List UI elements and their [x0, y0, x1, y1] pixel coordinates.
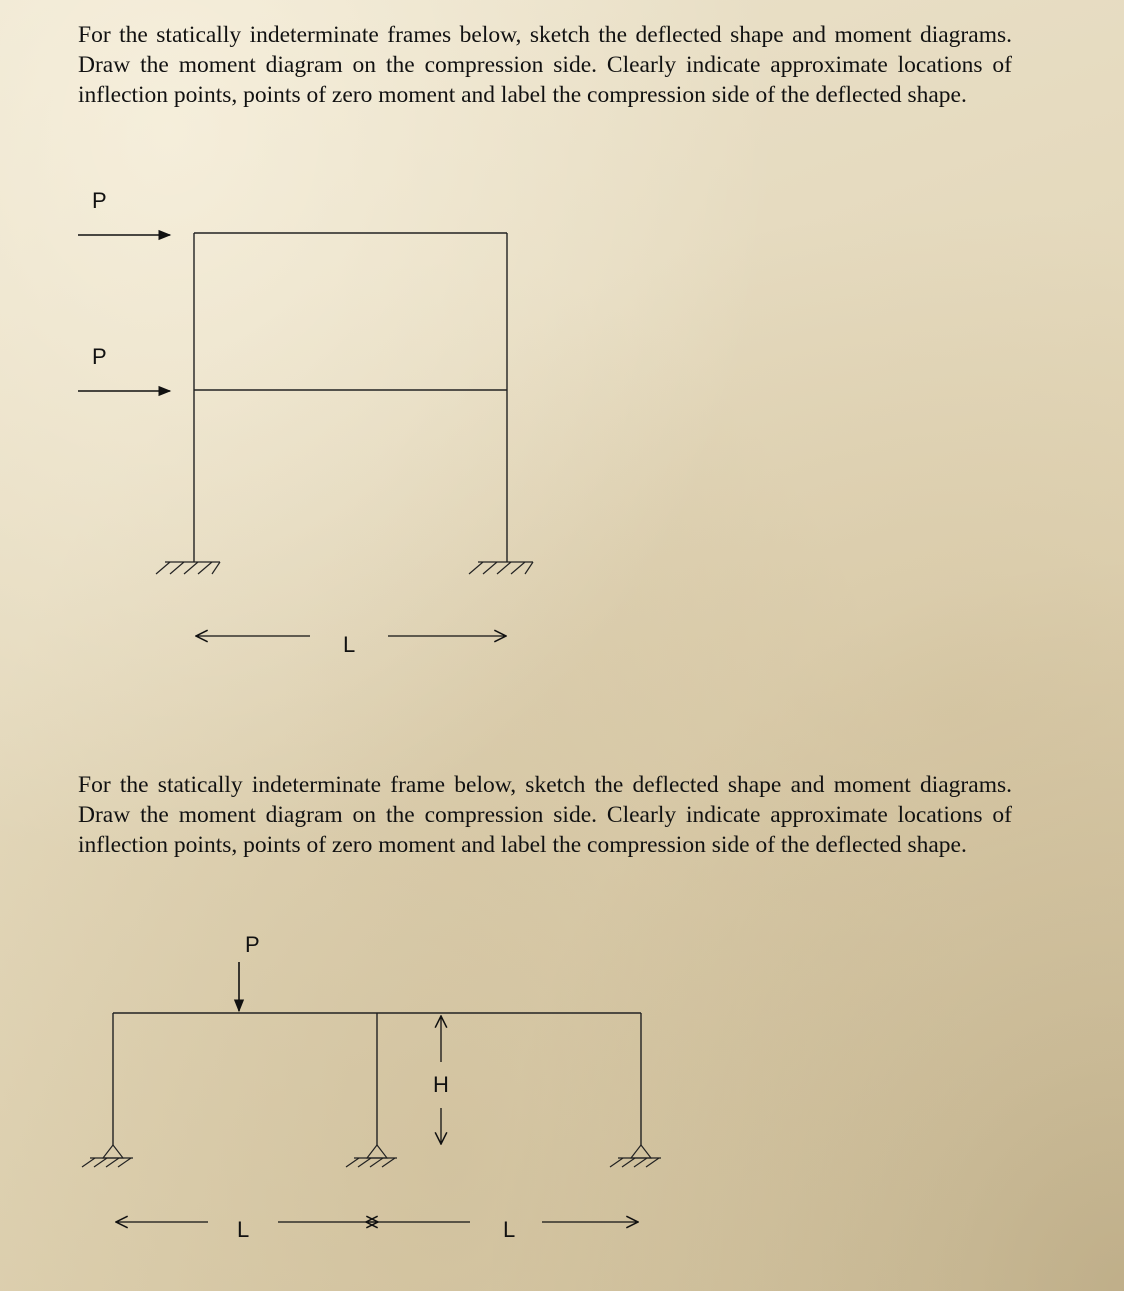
frame1-load-top-label: P: [92, 188, 107, 213]
frame2-span2-label: L: [503, 1217, 516, 1242]
frame2-left-pin-support: [82, 1145, 133, 1167]
frame2: [113, 1013, 641, 1145]
problem1-statement: For the statically indeterminate frames below, sketch the deflected shape and moment diagrams. Draw the moment diagram on the compression side. Clearly indicate approximate locations of inflection points, points of zero moment and label the compression side of the deflected shape.: [78, 22, 1012, 108]
frame2-span1-label: L: [237, 1217, 250, 1242]
frame1: [194, 233, 507, 562]
frame1-load-mid-label: P: [92, 344, 107, 369]
frame2-load-label: P: [245, 932, 260, 957]
frame2-height-label: H: [433, 1072, 449, 1097]
problem2-statement: For the statically indeterminate frame below, sketch the deflected shape and moment diagrams. Draw the moment diagram on the compression side. Clearly indicate approximate locations of inflection points, points of zero moment and label the compression side of the deflected shape.: [78, 772, 1012, 858]
frame2-right-pin-support: [610, 1145, 661, 1167]
frame1-right-fixed-support: [469, 562, 533, 574]
frame1-span-label: L: [343, 632, 356, 657]
frame1-left-fixed-support: [156, 562, 220, 574]
frame2-middle-pin-support: [346, 1145, 397, 1167]
